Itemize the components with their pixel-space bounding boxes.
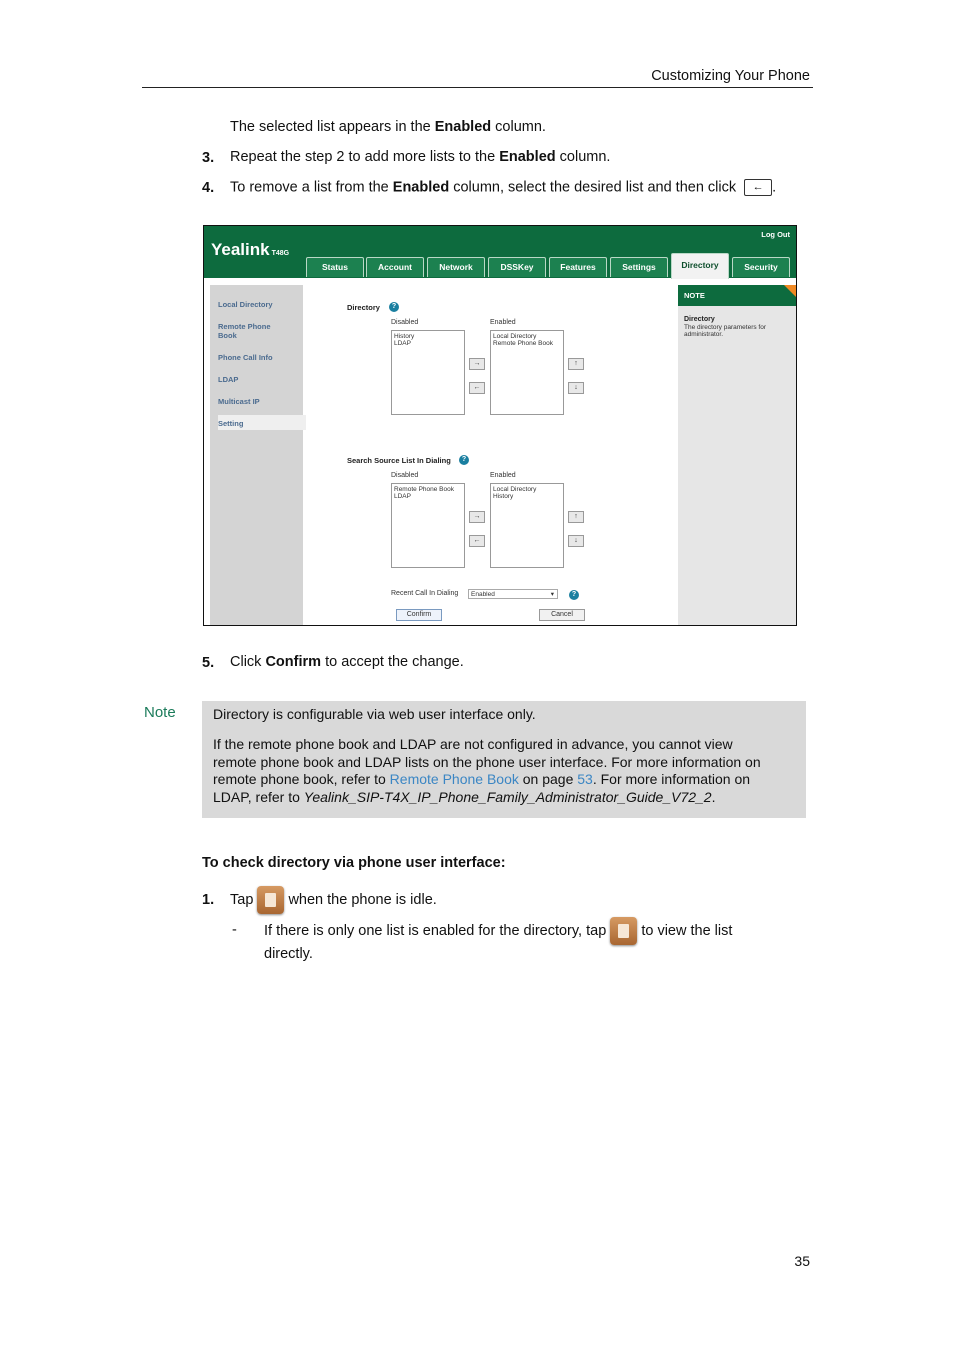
dir-enabled-label: Enabled: [490, 319, 516, 326]
move-right-icon[interactable]: →: [469, 358, 485, 370]
sidebar-item-remote-phone-book[interactable]: Remote Phone Book: [218, 322, 271, 340]
search-enabled-label: Enabled: [490, 472, 516, 479]
directory-label: Directory: [347, 303, 380, 312]
tab-status[interactable]: Status: [306, 257, 364, 277]
search-source-label: Search Source List In Dialing: [347, 456, 451, 465]
list-item[interactable]: Remote Phone Book: [493, 340, 553, 347]
move-left-icon[interactable]: ←: [469, 535, 485, 547]
list-item[interactable]: History: [493, 493, 514, 500]
directory-icon: [610, 917, 637, 945]
help-icon[interactable]: ?: [569, 590, 579, 600]
page-53-link[interactable]: 53: [577, 771, 593, 787]
help-icon[interactable]: ?: [459, 455, 469, 465]
search-disabled-label: Disabled: [391, 472, 419, 479]
search-disabled-list[interactable]: [391, 483, 465, 568]
directory-icon: [257, 886, 284, 914]
list-item[interactable]: LDAP: [394, 340, 411, 347]
note-text: The directory parameters for administrator.: [684, 324, 767, 338]
tab-account[interactable]: Account: [366, 257, 424, 277]
note-paragraph-1: Directory is configurable via web user interface only.: [213, 706, 536, 722]
section-step-1-number: 1.: [202, 892, 215, 908]
move-right-icon[interactable]: →: [469, 511, 485, 523]
section-step-1-text: Tap when the phone is idle.: [230, 886, 437, 914]
move-up-icon[interactable]: ↑: [568, 511, 584, 523]
move-left-icon[interactable]: ←: [469, 382, 485, 394]
dir-disabled-label: Disabled: [391, 319, 419, 326]
sub-bullet-text-cont: directly.: [264, 946, 313, 962]
logout-link[interactable]: Log Out: [761, 230, 790, 239]
step-4-text: To remove a list from the Enabled column, select the desired list and then click ← .: [230, 179, 777, 196]
remote-phone-book-link[interactable]: Remote Phone Book: [389, 771, 519, 787]
running-header: Customizing Your Phone: [651, 68, 810, 84]
sidebar-item-setting[interactable]: Setting: [218, 419, 244, 428]
move-down-icon[interactable]: ↓: [568, 382, 584, 394]
note-panel-title: NOTE: [678, 285, 796, 306]
step-4-number: 4.: [202, 180, 215, 196]
note-heading: Directory: [684, 316, 715, 323]
yealink-logo: Yealink T48G: [211, 240, 290, 259]
tab-features[interactable]: Features: [549, 257, 607, 277]
move-down-icon[interactable]: ↓: [568, 535, 584, 547]
sidebar-item-local-directory[interactable]: Local Directory: [218, 300, 273, 309]
step-5-number: 5.: [202, 655, 215, 671]
step-5-text: Click Confirm to accept the change.: [230, 654, 464, 670]
recent-call-select[interactable]: Enabled ▾: [468, 589, 558, 599]
sidebar-item-ldap[interactable]: LDAP: [218, 375, 239, 384]
confirm-button[interactable]: Confirm: [396, 609, 442, 621]
note-corner: [784, 285, 796, 297]
tab-settings[interactable]: Settings: [610, 257, 668, 277]
tab-directory[interactable]: Directory: [671, 253, 729, 279]
tab-security[interactable]: Security: [732, 257, 790, 277]
note-paragraph-2-line-1: If the remote phone book and LDAP are not configured in advance, you cannot view: [213, 736, 733, 752]
note-label: Note: [144, 704, 176, 721]
search-enabled-list[interactable]: [490, 483, 564, 568]
list-item[interactable]: Remote Phone Book: [394, 486, 454, 493]
sidebar-item-phone-call-info[interactable]: Phone Call Info: [218, 353, 273, 362]
sub-bullet-text: If there is only one list is enabled for the directory, tap to view the list: [264, 917, 732, 945]
note-paragraph-2-line-3: remote phone book, refer to Remote Phone Book on page 53. For more information on: [213, 771, 751, 787]
step-3-number: 3.: [202, 150, 215, 166]
web-ui-screenshot: [203, 225, 797, 626]
sub-bullet-dash: -: [232, 922, 237, 938]
recent-call-label: Recent Call In Dialing: [391, 590, 459, 597]
help-icon[interactable]: ?: [389, 302, 399, 312]
page-number: 35: [794, 1253, 810, 1269]
step-intro: The selected list appears in the Enabled column.: [230, 119, 546, 135]
move-up-icon[interactable]: ↑: [568, 358, 584, 370]
list-item[interactable]: LDAP: [394, 493, 411, 500]
sidebar-item-multicast-ip[interactable]: Multicast IP: [218, 397, 260, 406]
section-heading: To check directory via phone user interface:: [202, 855, 506, 871]
chevron-down-icon: ▾: [550, 591, 554, 598]
note-paragraph-2-line-4: LDAP, refer to Yealink_SIP-T4X_IP_Phone_Family_Administrator_Guide_V72_2.: [213, 789, 716, 805]
header-rule: [142, 87, 813, 88]
dir-enabled-list[interactable]: [490, 330, 564, 415]
dir-disabled-list[interactable]: [391, 330, 465, 415]
list-item[interactable]: Local Directory: [493, 486, 537, 493]
cancel-button[interactable]: Cancel: [539, 609, 585, 621]
list-item[interactable]: Local Directory: [493, 333, 537, 340]
list-item[interactable]: History: [394, 333, 415, 340]
note-paragraph-2-line-2: remote phone book and LDAP lists on the phone user interface. For more information on: [213, 754, 761, 770]
remove-arrow-button-icon: ←: [744, 179, 772, 196]
tab-network[interactable]: Network: [427, 257, 485, 277]
step-3-text: Repeat the step 2 to add more lists to the Enabled column.: [230, 149, 611, 165]
tab-dsskey[interactable]: DSSKey: [488, 257, 546, 277]
